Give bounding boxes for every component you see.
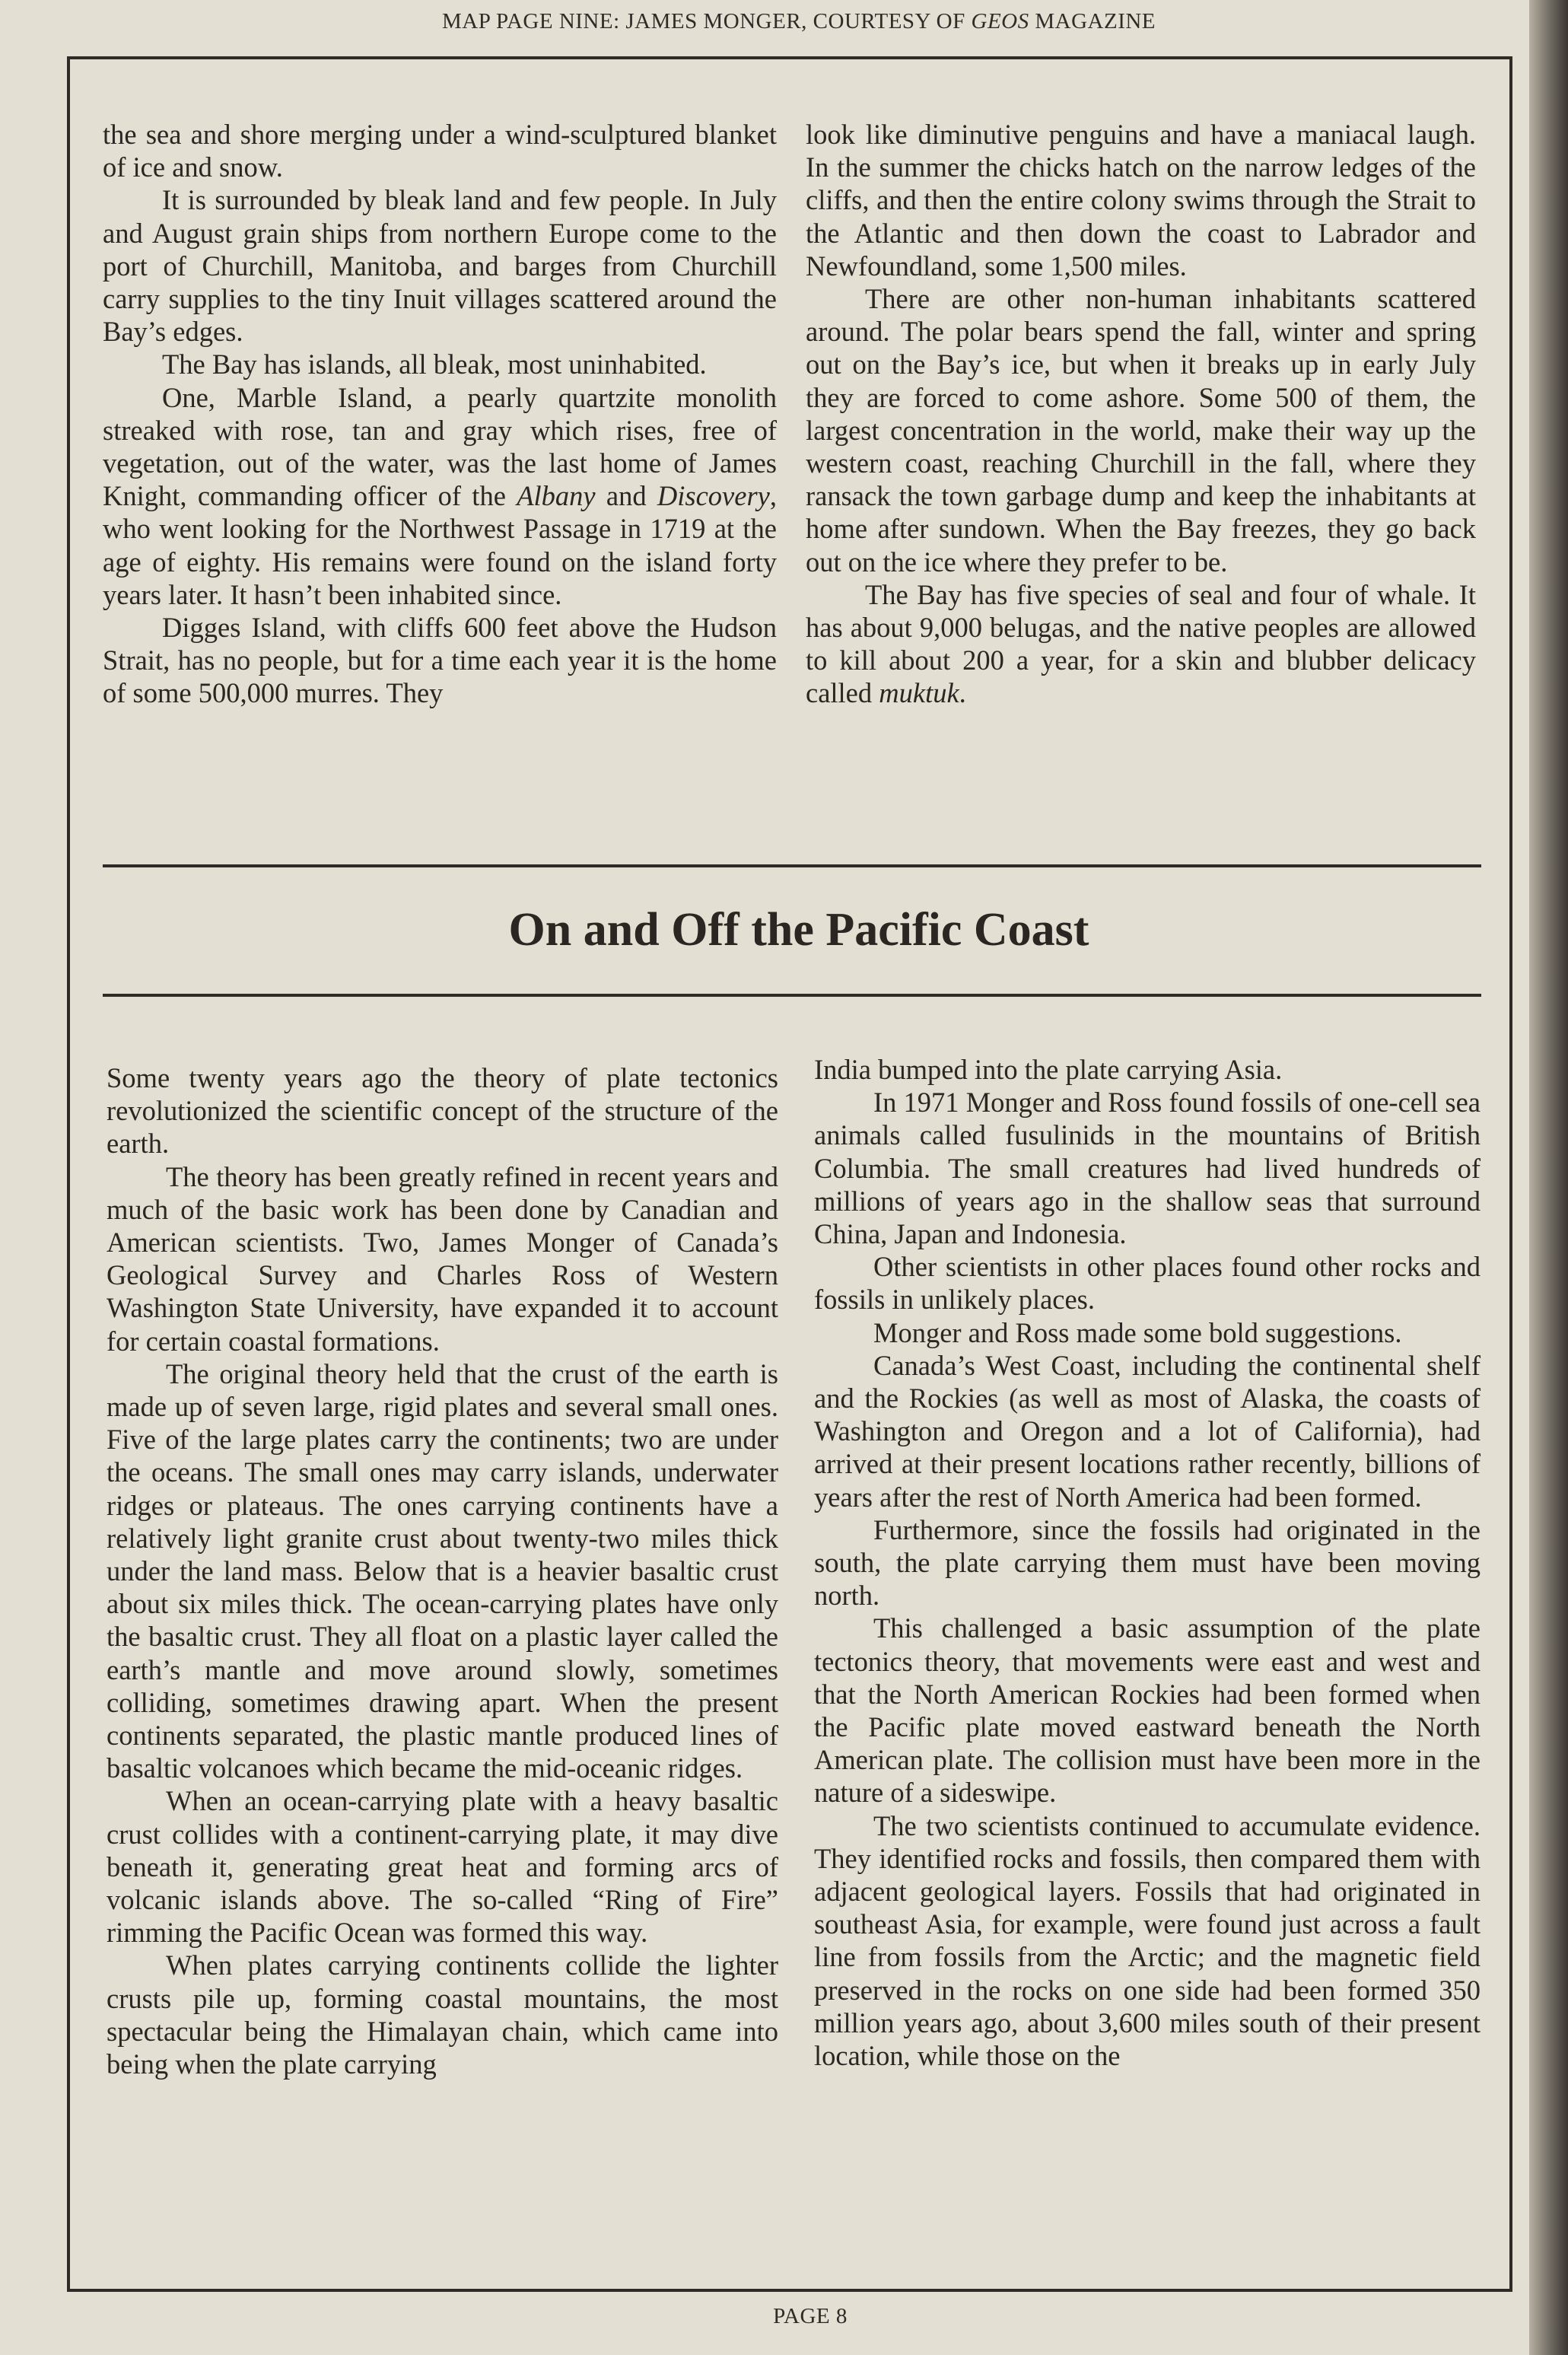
running-head: MAP PAGE NINE: JAMES MONGER, COURTESY OF GEOS MAGAZINE: [441, 9, 1156, 33]
paragraph: The theory has been greatly refined in recent years and much of the basic work has been done by Canadian and American scientists. Two, James Monger of Canada’s Geological Survey and Charles Ross of Western Washington State University, have expanded it to account for certain coastal formations.: [107, 1160, 778, 1357]
top-right-column: [806, 118, 1476, 710]
paragraph: When plates carrying continents collide the lighter crusts pile up, forming coastal mountains, the most spectacular being the Himalayan chain, which came into being when the plate carrying: [107, 1949, 778, 2080]
ship-name: Albany: [517, 480, 596, 512]
bottom-right-column: [814, 1053, 1481, 2072]
paragraph: The Bay has islands, all bleak, most uninhabited.: [162, 348, 707, 380]
paragraph: Monger and Ross made some bold suggestions.: [873, 1316, 1402, 1348]
paragraph: look like diminutive penguins and have a maniacal laugh. In the summer the chicks hatch on the narrow ledges of the cliffs, and then the entire colony swims through the Strait to the Atlantic and then down the coast to Labrador and Newfoundland, some 1,500 miles.: [806, 119, 1476, 282]
paragraph: The two scientists continued to accumulate evidence. They identified rocks and fossils, then compared them with adjacent geological layers. Fossils that had originated in southeast Asia, for example, were found just across a fault line from fossils from the Arctic; and the magnetic field preserved in the rocks on one side had been formed 350 million years ago, about 3,600 miles south of their present location, while those on the: [814, 1809, 1481, 2072]
top-left-column: [103, 118, 777, 710]
paragraph: This challenged a basic assumption of the plate tectonics theory, that movements were east and west and that the North American Rockies had been formed when the Pacific plate moved eastward beneath the North American plate. The collision must have been more in the nature of a sideswipe.: [814, 1612, 1481, 1809]
page-number: PAGE 8: [773, 2304, 848, 2328]
magazine-name: GEOS: [971, 9, 1029, 33]
bottom-left-column: [107, 1061, 778, 2080]
paragraph: Canada’s West Coast, including the continental shelf and the Rockies (as well as most of Alaska, the coasts of Washington and Oregon and a lot of California), had arrived at their present locations rather recently, billions of years after the rest of North America had been formed.: [814, 1349, 1481, 1513]
section-rule-top: [103, 864, 1481, 867]
paragraph: The Bay has five species of seal and four of whale. It has about 9,000 belugas, and the native peoples are allowed to kill about 200 a year, for a skin and blubber delicacy called muktuk.: [806, 578, 1476, 709]
paragraph: Digges Island, with cliffs 600 feet above the Hudson Strait, has no people, but for a time each year it is the home of some 500,000 murres. They: [103, 612, 777, 709]
paragraph: India bumped into the plate carrying Asia.: [814, 1054, 1283, 1085]
paragraph: Other scientists in other places found other rocks and fossils in unlikely places.: [814, 1251, 1481, 1316]
paragraph: One, Marble Island, a pearly quartzite monolith streaked with rose, tan and gray which rises, free of vegetation, out of the water, was the last home of James Knight, commanding officer of the Albany and Discovery, who went looking for the Northwest Passage in 1719 at the age of eighty. His remains were found on the island forty years later. It hasn’t been inhabited since.: [103, 381, 777, 610]
paragraph: It is surrounded by bleak land and few people. In July and August grain ships from northern Europe come to the port of Churchill, Manitoba, and barges from Churchill carry supplies to the tiny Inuit villages scattered around the Bay’s edges.: [103, 184, 777, 348]
ship-name: Discovery: [657, 480, 770, 512]
paragraph: The original theory held that the crust of the earth is made up of seven large, rigid plates and several small ones. Five of the large plates carry the continents; two are under the oceans. The small ones may carry islands, underwater ridges or plateaus. The ones carrying continents have a relatively light granite crust about twenty-two miles thick under the land mass. Below that is a heavier basaltic crust about six miles thick. The ocean-carrying plates have only the basaltic crust. They all float on a plastic layer called the earth’s mantle and move around slowly, sometimes colliding, sometimes drawing apart. When the present continents separated, the plastic mantle produced lines of basaltic volcanoes which became the mid-oceanic ridges.: [107, 1357, 778, 1784]
paragraph: When an ocean-carrying plate with a heavy basaltic crust collides with a continent-carrying plate, it may dive beneath it, generating great heat and forming arcs of volcanic islands above. The so-called “Ring of Fire” rimming the Pacific Ocean was formed this way.: [107, 1785, 778, 1949]
paragraph: Some twenty years ago the theory of plate tectonics revolutionized the scientific concept of the structure of the earth.: [107, 1062, 778, 1160]
section-title: On and Off the Pacific Coast: [508, 904, 1089, 956]
paragraph: the sea and shore merging under a wind-sculptured blanket of ice and snow.: [103, 119, 777, 183]
paragraph: There are other non-human inhabitants scattered around. The polar bears spend the fall, winter and spring out on the Bay’s ice, but when it breaks up in early July they are forced to come ashore. Some 500 of them, the largest concentration in the world, make their way up the western coast, reaching Churchill in the fall, where they ransack the town garbage dump and keep the inhabitants at home after sundown. When the Bay freezes, they go back out on the ice where they prefer to be.: [806, 283, 1476, 578]
book-binding-edge: [1529, 0, 1568, 2355]
paragraph: Furthermore, since the fossils had originated in the south, the plate carrying them must have been moving north.: [814, 1513, 1481, 1612]
paragraph: In 1971 Monger and Ross found fossils of one-cell sea animals called fusulinids in the mountains of British Columbia. The small creatures had lived hundreds of millions of years ago in the shallow seas that surround China, Japan and Indonesia.: [814, 1087, 1481, 1250]
term: muktuk: [879, 677, 959, 709]
section-rule-bottom: [103, 994, 1481, 997]
